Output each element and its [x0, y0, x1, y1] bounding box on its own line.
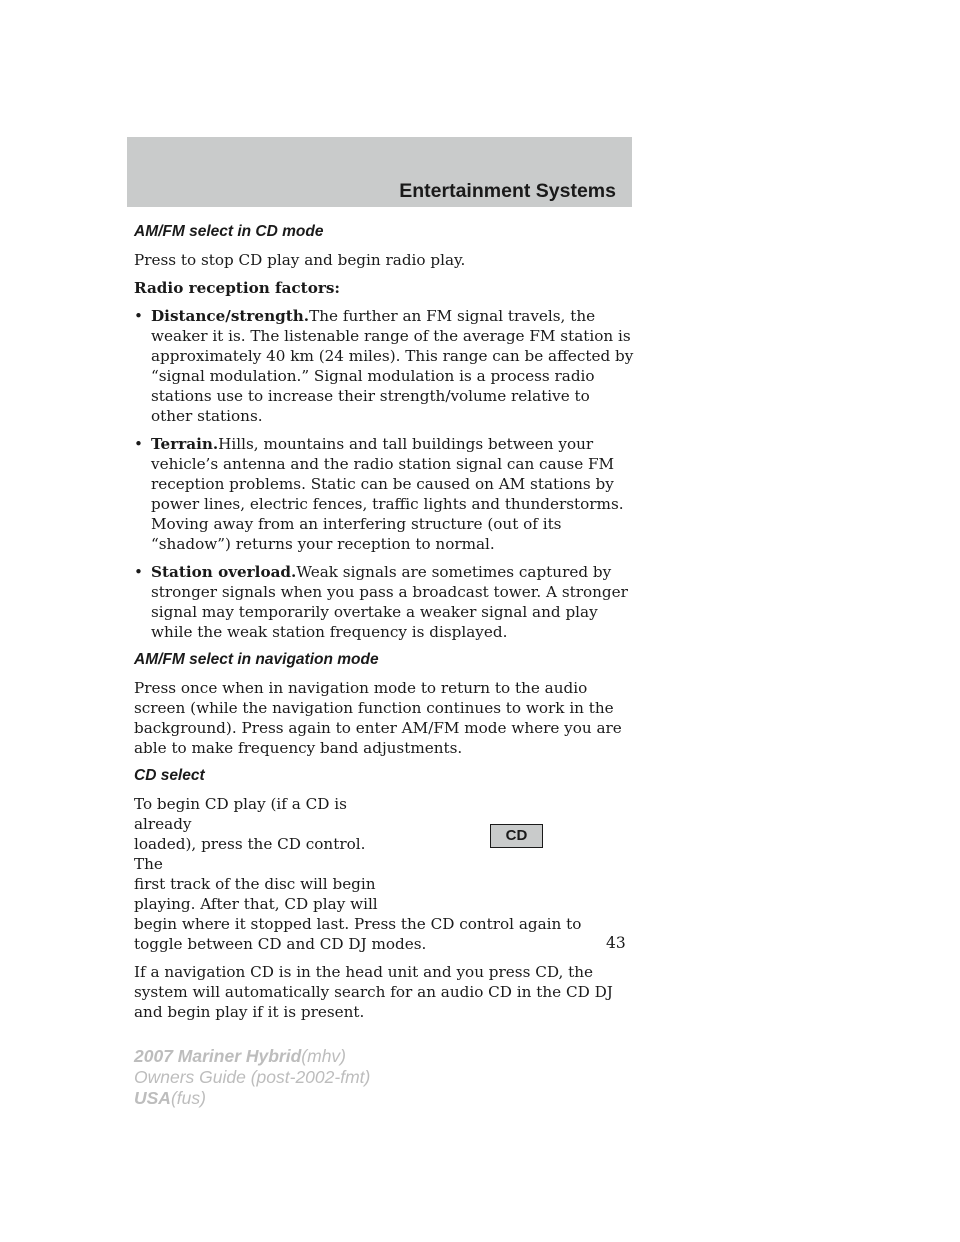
- bullet-station-overload: [134, 562, 634, 642]
- factors-label: Radio reception factors:: [134, 279, 340, 297]
- bullet-dot: •: [134, 435, 143, 453]
- footer-line-3: [134, 1088, 370, 1109]
- cd-intro-continued: begin where it stopped last. Press the CD control again to toggle between CD and CD DJ modes.: [134, 915, 582, 953]
- heading-cd-select: CD select: [134, 767, 205, 784]
- bullet-text: Hills, mountains and tall buildings between your vehicle’s antenna and the radio station signal can cause FM reception problems. Static can be caused on AM stations by power lines, electric fences, traffic lights and thunderstorms. Moving away from an interfering structure (out of its “shadow”) returns your reception to normal.: [151, 435, 624, 553]
- bullet-term: Station overload.: [151, 563, 297, 581]
- cd-intro-line: loaded), press the CD control. The: [134, 835, 366, 873]
- bullet-dot: •: [134, 307, 143, 325]
- cd-intro-line: first track of the disc will begin: [134, 875, 376, 893]
- bullet-text: The further an FM signal travels, the weaker it is. The listenable range of the average FM station is approximately 40 km (24 miles). This range can be affected by “signal modulation.” Signal modulation is a process radio stations use to increase their strength/volume relative to other stations.: [151, 307, 634, 425]
- page-number: 43: [606, 934, 626, 952]
- cd-select-block: [134, 794, 634, 954]
- cd-intro-line: playing. After that, CD play will: [134, 895, 378, 913]
- footer-market: USA: [134, 1088, 171, 1108]
- page-content: [134, 222, 634, 1030]
- paragraph-navigation-cd: If a navigation CD is in the head unit and you press CD, the system will automatically search for an audio CD in the CD DJ and begin play if it is present.: [134, 963, 613, 1021]
- bullet-distance: [134, 306, 634, 426]
- footer-model-code: (mhv): [301, 1046, 347, 1066]
- section-title: Entertainment Systems: [399, 180, 616, 202]
- heading-amfm-nav-mode: AM/FM select in navigation mode: [134, 651, 379, 668]
- heading-amfm-cd-mode: AM/FM select in CD mode: [134, 223, 324, 240]
- footer-watermark: [134, 1046, 370, 1109]
- bullet-terrain: [134, 434, 634, 554]
- paragraph-amfm-cd-mode: Press to stop CD play and begin radio play.: [134, 251, 466, 269]
- cd-intro-line: To begin CD play (if a CD is already: [134, 795, 347, 833]
- footer-market-code: (fus): [170, 1088, 206, 1108]
- bullet-text: Weak signals are sometimes captured by stronger signals when you pass a broadcast tower. A stronger signal may temporarily overtake a weaker signal and play while the weak station frequency is displayed.: [151, 563, 628, 641]
- footer-model: 2007 Mariner Hybrid: [134, 1046, 302, 1066]
- bullet-term: Distance/strength.: [151, 307, 310, 325]
- footer-line-1: [134, 1046, 370, 1067]
- cd-button-illustration: CD: [490, 824, 543, 848]
- bullet-dot: •: [134, 563, 143, 581]
- cd-select-intro: [134, 794, 384, 914]
- paragraph-amfm-nav-mode: Press once when in navigation mode to return to the audio screen (while the navigation function continues to work in the background). Press again to enter AM/FM mode where you are able to make frequency band adjustments.: [134, 679, 622, 757]
- footer-line-2: Owners Guide (post-2002-fmt): [134, 1067, 371, 1087]
- bullet-term: Terrain.: [151, 435, 219, 453]
- header-bar: [127, 137, 632, 207]
